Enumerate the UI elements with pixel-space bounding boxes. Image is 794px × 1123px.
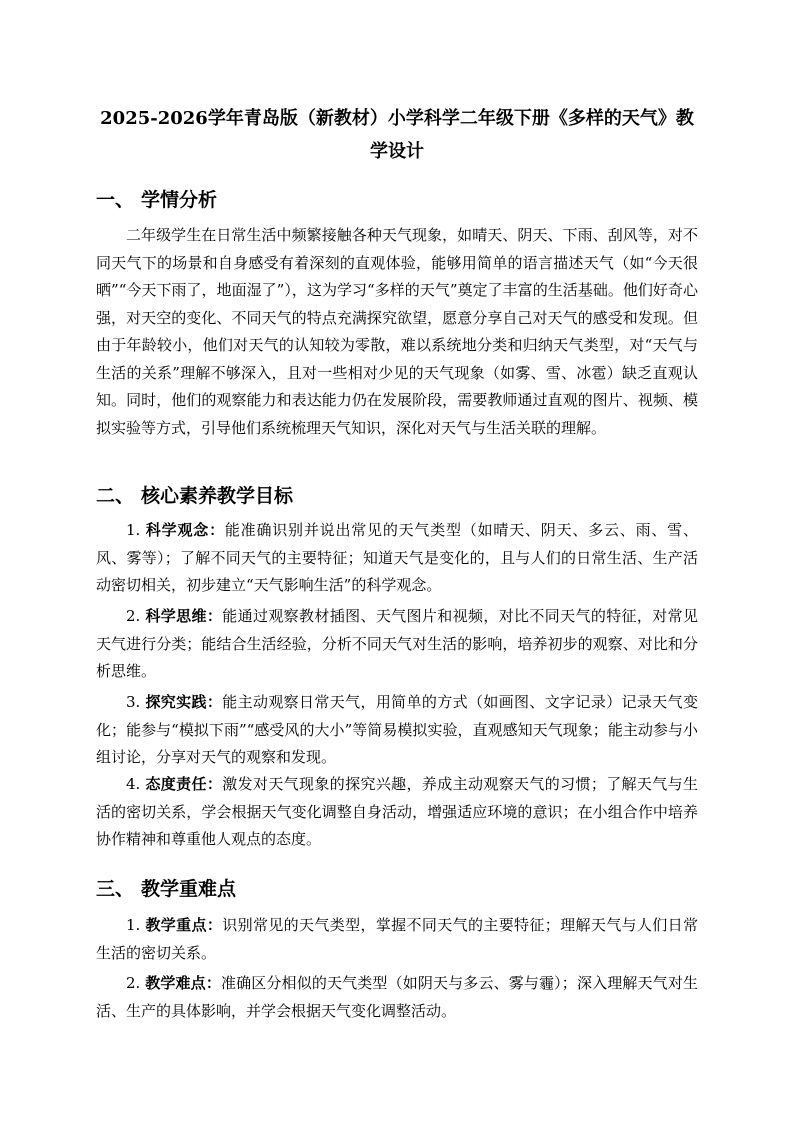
item-lead: 教学难点： [145, 974, 221, 992]
section-title: 教学重难点 [141, 878, 237, 900]
section-heading-objectives [96, 484, 293, 508]
section-number: 二、 [96, 485, 135, 507]
item-index: 2. [126, 974, 141, 992]
objective-item [96, 517, 698, 600]
learner-analysis-paragraph: 二年级学生在日常生活中频繁接触各种天气现象，如晴天、阴天、下雨、刮风等，对不同天气下的场景和自身感受有着深刻的直观体验，能够用简单的语言描述天气（如“今天很晒”“今天下雨了，地面湿了”），这为学习“多样的天气”奠定了丰富的生活基础。他们好奇心强，对天空的变化、不同天气的特点充满探究欲望，愿意分享自己对天气的感受和发现。但由于年龄较小，他们对天气的认知较为零散，难以系统地分类和归纳天气类型，对“天气与生活的关系”理解不够深入，且对一些相对少见的天气现象（如雾、雪、冰雹）缺乏直观认知。同时，他们的观察能力和表达能力仍在发展阶段，需要教师通过直观的图片、视频、模拟实验等方式，引导他们系统梳理天气知识，深化对天气与生活关联的理解。 [96, 226, 698, 437]
item-text: 识别常见的天气类型，掌握不同天气的主要特征；理解天气与人们日常生活的密切关系。 [96, 916, 698, 962]
section-heading-key-points [96, 877, 236, 901]
key-point-item [96, 970, 698, 1025]
item-text: 准确区分相似的天气类型（如阴天与多云、雾与霾）；深入理解天气对生活、生产的具体影响，并学会根据天气变化调整活动。 [96, 974, 698, 1020]
item-lead: 科学观念： [145, 521, 225, 539]
item-lead: 科学思维： [145, 607, 223, 625]
section-number: 三、 [96, 878, 135, 900]
section-title: 核心素养教学目标 [141, 485, 294, 507]
objective-item [96, 771, 698, 854]
item-text: 能通过观察教材插图、天气图片和视频，对比不同天气的特征，对常见天气进行分类；能结合生活经验，分析不同天气对生活的影响，培养初步的观察、对比和分析思维。 [96, 607, 698, 680]
section-title: 学情分析 [141, 189, 218, 211]
item-index: 3. [126, 693, 141, 711]
objective-item [96, 689, 698, 772]
item-text: 能准确识别并说出常见的天气类型（如晴天、阴天、多云、雨、雪、风、雾等）；了解不同天气的主要特征；知道天气是变化的，且与人们的日常生活、生产活动密切相关，初步建立“天气影响生活”的科学观念。 [96, 521, 698, 594]
item-lead: 探究实践： [145, 693, 223, 711]
document-title: 2025-2026学年青岛版（新教材）小学科学二年级下册《多样的天气》教学设计 [100, 108, 694, 162]
objective-item [96, 603, 698, 686]
item-text: 能主动观察日常天气，用简单的方式（如画图、文字记录）记录天气变化；能参与“模拟下雨”“感受风的大小”等简易模拟实验，直观感知天气现象；能主动参与小组讨论，分享对天气的观察和发现。 [96, 693, 698, 766]
item-index: 1. [126, 521, 141, 539]
key-point-item [96, 912, 698, 967]
item-index: 4. [126, 775, 141, 793]
item-lead: 态度责任： [145, 775, 223, 793]
item-index: 2. [126, 607, 141, 625]
item-index: 1. [126, 916, 141, 934]
item-lead: 教学重点： [145, 916, 223, 934]
section-heading-learner-analysis [96, 188, 217, 212]
item-text: 激发对天气现象的探究兴趣，养成主动观察天气的习惯；了解天气与生活的密切关系，学会根据天气变化调整自身活动，增强适应环境的意识；在小组合作中培养协作精神和尊重他人观点的态度。 [96, 775, 698, 848]
section-number: 一、 [96, 189, 135, 211]
